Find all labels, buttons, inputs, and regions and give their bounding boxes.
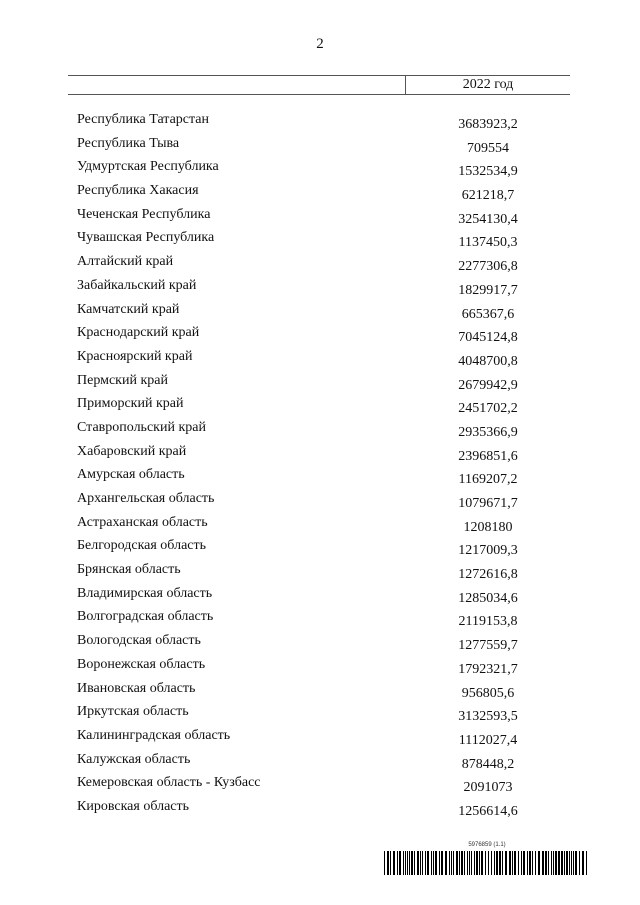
table-row — [0, 704, 640, 728]
table-row — [0, 112, 640, 136]
region-value: 878448,2 — [461, 756, 515, 772]
region-value: 1112027,4 — [458, 732, 518, 748]
table-row — [0, 586, 640, 610]
year-column-header: 2022 год — [462, 77, 514, 92]
region-value: 2679942,9 — [458, 377, 518, 393]
header-top-rule — [68, 75, 570, 76]
region-value: 1079671,7 — [458, 496, 518, 511]
page-number: 2 — [316, 36, 324, 52]
region-value: 2119153,8 — [458, 614, 518, 630]
table-row — [0, 420, 640, 444]
region-value: 1829917,7 — [458, 282, 518, 298]
table-row — [0, 136, 640, 160]
region-value: 1169207,2 — [458, 472, 518, 488]
region-name: Краснодарский край — [77, 325, 200, 341]
table-row — [0, 183, 640, 207]
region-value: 1532534,9 — [458, 164, 518, 180]
table-row — [0, 325, 640, 349]
table-row — [0, 728, 640, 752]
region-value: 2091073 — [463, 780, 513, 796]
region-name: Калужская область — [77, 751, 191, 767]
region-value: 2935366,9 — [458, 424, 518, 440]
table-row — [0, 230, 640, 254]
region-name: Калининградская область — [77, 727, 231, 743]
table-row — [0, 657, 640, 681]
table-row — [0, 207, 640, 231]
region-name: Приморский край — [77, 396, 184, 412]
barcode-label: 5976859 (1.1) — [468, 842, 506, 848]
region-value: 2396851,6 — [458, 448, 518, 464]
region-name: Иркутская область — [77, 704, 189, 720]
table-row — [0, 159, 640, 183]
region-name: Чеченская Республика — [77, 206, 211, 222]
region-name: Хабаровский край — [77, 443, 187, 459]
region-value: 1277559,7 — [458, 638, 518, 654]
region-value: 2451702,2 — [458, 401, 518, 417]
region-value: 1285034,6 — [458, 590, 518, 606]
table-body — [0, 112, 640, 823]
region-value: 1256614,6 — [458, 803, 518, 819]
region-name: Владимирская область — [77, 585, 213, 601]
region-value: 1792321,7 — [458, 661, 518, 677]
region-name: Белгородская область — [77, 538, 207, 554]
table-row — [0, 633, 640, 657]
region-name: Чувашская Республика — [77, 230, 215, 246]
table-row — [0, 538, 640, 562]
region-name: Красноярский край — [77, 348, 193, 364]
region-name: Пермский край — [77, 372, 168, 388]
region-value: 3683923,2 — [458, 117, 518, 132]
table-row — [0, 799, 640, 823]
region-value: 1217009,3 — [458, 543, 518, 559]
table-row — [0, 467, 640, 491]
region-name: Ивановская область — [77, 680, 196, 696]
table-row — [0, 302, 640, 326]
region-name: Кировская область — [77, 798, 190, 814]
region-name: Забайкальский край — [77, 277, 197, 293]
region-value: 956805,6 — [461, 685, 515, 701]
table-row — [0, 609, 640, 633]
region-value: 621218,7 — [461, 188, 515, 204]
table-row — [0, 775, 640, 799]
table-row — [0, 562, 640, 586]
region-value: 3132593,5 — [458, 709, 518, 725]
region-name: Вологодская область — [77, 633, 201, 649]
region-name: Камчатский край — [77, 301, 180, 317]
region-value: 1208180 — [463, 519, 513, 535]
table-row — [0, 349, 640, 373]
table-row — [0, 254, 640, 278]
table-row — [0, 515, 640, 539]
table-row — [0, 681, 640, 705]
region-name: Ставропольский край — [77, 419, 206, 435]
region-name: Алтайский край — [77, 254, 174, 270]
table-row — [0, 373, 640, 397]
region-value: 709554 — [467, 140, 509, 156]
header-bottom-rule — [68, 94, 570, 95]
region-name: Волгоградская область — [77, 609, 214, 625]
table-row — [0, 491, 640, 515]
table-row — [0, 278, 640, 302]
region-name: Архангельская область — [77, 491, 215, 506]
region-name: Республика Хакасия — [77, 183, 199, 199]
table-row — [0, 396, 640, 420]
table-row — [0, 444, 640, 468]
region-value: 1272616,8 — [458, 567, 518, 583]
region-value: 7045124,8 — [458, 330, 518, 346]
region-value: 1137450,3 — [458, 235, 518, 251]
region-name: Республика Тыва — [77, 135, 180, 151]
region-name: Республика Татарстан — [77, 112, 210, 127]
region-name: Воронежская область — [77, 656, 206, 672]
region-name: Амурская область — [77, 467, 185, 483]
region-value: 4048700,8 — [458, 353, 518, 369]
region-name: Удмуртская Республика — [77, 159, 219, 175]
barcode-bars — [384, 851, 590, 875]
region-name: Кемеровская область - Кузбасс — [77, 775, 261, 791]
region-name: Астраханская область — [77, 514, 208, 530]
table-row — [0, 752, 640, 776]
region-value: 3254130,4 — [458, 211, 518, 227]
region-name: Брянская область — [77, 562, 181, 578]
region-value: 2277306,8 — [458, 259, 518, 275]
region-value: 665367,6 — [461, 306, 515, 322]
barcode — [384, 842, 590, 876]
